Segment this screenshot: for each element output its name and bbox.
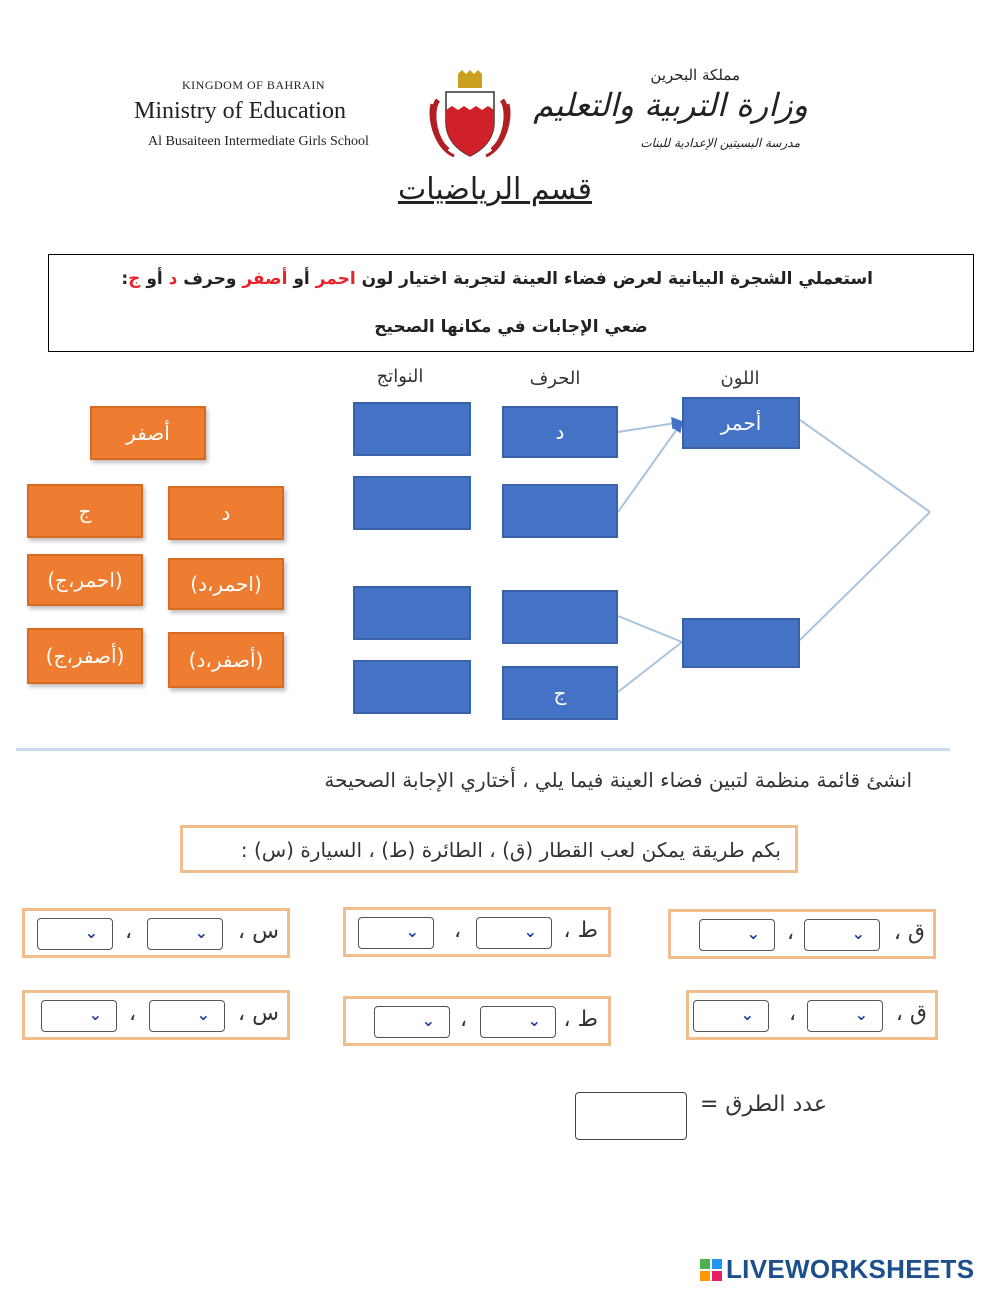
dropdown-s2-a[interactable] bbox=[149, 1000, 225, 1032]
school-ar-label: مدرسة البسيتين الإعدادية للبنات bbox=[640, 136, 800, 150]
label-t: ط ، bbox=[563, 1007, 598, 1032]
answer-row-t-1 bbox=[343, 907, 611, 957]
liveworksheets-logo-icon bbox=[700, 1259, 722, 1281]
school-en-label: Al Busaiteen Intermediate Girls School bbox=[148, 134, 369, 149]
dropdown-t1-b[interactable] bbox=[358, 917, 434, 949]
drag-yellow[interactable]: أصفر bbox=[90, 406, 206, 460]
outcome-drop-target-1[interactable] bbox=[353, 402, 471, 456]
department-title: قسم الرياضيات bbox=[397, 172, 593, 207]
instr-red-word-1: احمر bbox=[315, 269, 356, 289]
color-drop-target[interactable] bbox=[682, 618, 800, 668]
outcome-drop-target-2[interactable] bbox=[353, 476, 471, 530]
instr-or-1: أو bbox=[287, 269, 316, 289]
header-letter: الحرف bbox=[529, 368, 581, 389]
dropdown-s1-b[interactable] bbox=[37, 918, 113, 950]
instructions-line-2: ضعي الإجابات في مكانها الصحيح bbox=[374, 317, 648, 337]
drag-j[interactable]: ج bbox=[27, 484, 143, 538]
instr-colon: : bbox=[121, 269, 129, 289]
count-label: عدد الطرق = bbox=[700, 1092, 827, 1117]
chevron-down-icon: ⌄ bbox=[84, 923, 98, 942]
outcome-drop-target-3[interactable] bbox=[353, 586, 471, 640]
drag-red-j[interactable]: (احمر،ج) bbox=[27, 554, 143, 606]
label-q: ق ، bbox=[893, 920, 925, 945]
answer-row-q-1 bbox=[668, 909, 936, 959]
section-divider bbox=[16, 748, 950, 751]
drag-yellow-j[interactable]: (أصفر،ج) bbox=[27, 628, 143, 684]
chevron-down-icon: ⌄ bbox=[854, 1005, 868, 1024]
label-s: س ، bbox=[238, 1001, 279, 1026]
comma: ، bbox=[125, 919, 133, 944]
instr-text-2: وحرف bbox=[177, 269, 243, 289]
kingdom-ar-label: مملكة البحرين bbox=[650, 66, 740, 84]
dropdown-s1-a[interactable] bbox=[147, 918, 223, 950]
question-prompt: بكم طريقة يمكن لعب القطار (ق) ، الطائرة (ط) ، السيارة (س) : bbox=[180, 825, 798, 873]
liveworksheets-brand: LIVEWORKSHEETS bbox=[726, 1254, 975, 1284]
dropdown-q1-b[interactable] bbox=[699, 919, 775, 951]
dropdown-q2-a[interactable] bbox=[807, 1000, 883, 1032]
dropdown-t2-b[interactable] bbox=[374, 1006, 450, 1038]
instr-red-word-2: أصفر bbox=[242, 269, 288, 289]
label-t: ط ، bbox=[563, 918, 598, 943]
label-s: س ، bbox=[238, 919, 279, 944]
answer-row-s-1 bbox=[22, 908, 290, 958]
outcome-drop-target-4[interactable] bbox=[353, 660, 471, 714]
ministry-ar-label: وزارة التربية والتعليم bbox=[533, 86, 808, 124]
chevron-down-icon: ⌄ bbox=[421, 1011, 435, 1030]
dropdown-q2-b[interactable] bbox=[693, 1000, 769, 1032]
question-title: انشئ قائمة منظمة لتبين فضاء العينة فيما يلي ، أختاري الإجابة الصحيحة bbox=[324, 768, 912, 792]
chevron-down-icon: ⌄ bbox=[527, 1011, 541, 1030]
comma: ، bbox=[129, 1001, 137, 1026]
header-outcomes: النواتج bbox=[376, 366, 424, 387]
chevron-down-icon: ⌄ bbox=[746, 924, 760, 943]
kingdom-en-label: KINGDOM OF BAHRAIN bbox=[182, 78, 326, 92]
answer-row-q-2 bbox=[686, 990, 938, 1040]
comma: ، bbox=[460, 1007, 468, 1032]
letter-j-box: ج bbox=[502, 666, 618, 720]
letter-drop-target-2[interactable] bbox=[502, 590, 618, 644]
ministry-en-label: Ministry of Education bbox=[134, 98, 346, 124]
drag-red-d[interactable]: (احمر،د) bbox=[168, 558, 284, 610]
letter-drop-target-1[interactable] bbox=[502, 484, 618, 538]
comma: ، bbox=[789, 1001, 797, 1026]
comma: ، bbox=[454, 918, 462, 943]
comma: ، bbox=[787, 920, 795, 945]
chevron-down-icon: ⌄ bbox=[88, 1005, 102, 1024]
header-color: اللون bbox=[720, 368, 760, 389]
chevron-down-icon: ⌄ bbox=[196, 1005, 210, 1024]
instr-text-1: استعملي الشجرة البيانية لعرض فضاء العينة لتجربة اختيار لون bbox=[355, 269, 873, 289]
instr-red-word-3: د bbox=[168, 269, 178, 289]
chevron-down-icon: ⌄ bbox=[194, 923, 208, 942]
dropdown-s2-b[interactable] bbox=[41, 1000, 117, 1032]
dropdown-t2-a[interactable] bbox=[480, 1006, 556, 1038]
instr-or-2: أو bbox=[140, 269, 169, 289]
drag-yellow-d[interactable]: (أصفر،د) bbox=[168, 632, 284, 688]
chevron-down-icon: ⌄ bbox=[405, 922, 419, 941]
label-q: ق ، bbox=[895, 1001, 927, 1026]
chevron-down-icon: ⌄ bbox=[851, 924, 865, 943]
letter-d-box: د bbox=[502, 406, 618, 458]
dropdown-q1-a[interactable] bbox=[804, 919, 880, 951]
answer-row-t-2 bbox=[343, 996, 611, 1046]
instr-red-word-4: ج bbox=[128, 269, 141, 289]
count-input[interactable] bbox=[575, 1092, 687, 1140]
chevron-down-icon: ⌄ bbox=[523, 922, 537, 941]
color-red-box: أحمر bbox=[682, 397, 800, 449]
drag-d[interactable]: د bbox=[168, 486, 284, 540]
answer-row-s-2 bbox=[22, 990, 290, 1040]
chevron-down-icon: ⌄ bbox=[740, 1005, 754, 1024]
dropdown-t1-a[interactable] bbox=[476, 917, 552, 949]
